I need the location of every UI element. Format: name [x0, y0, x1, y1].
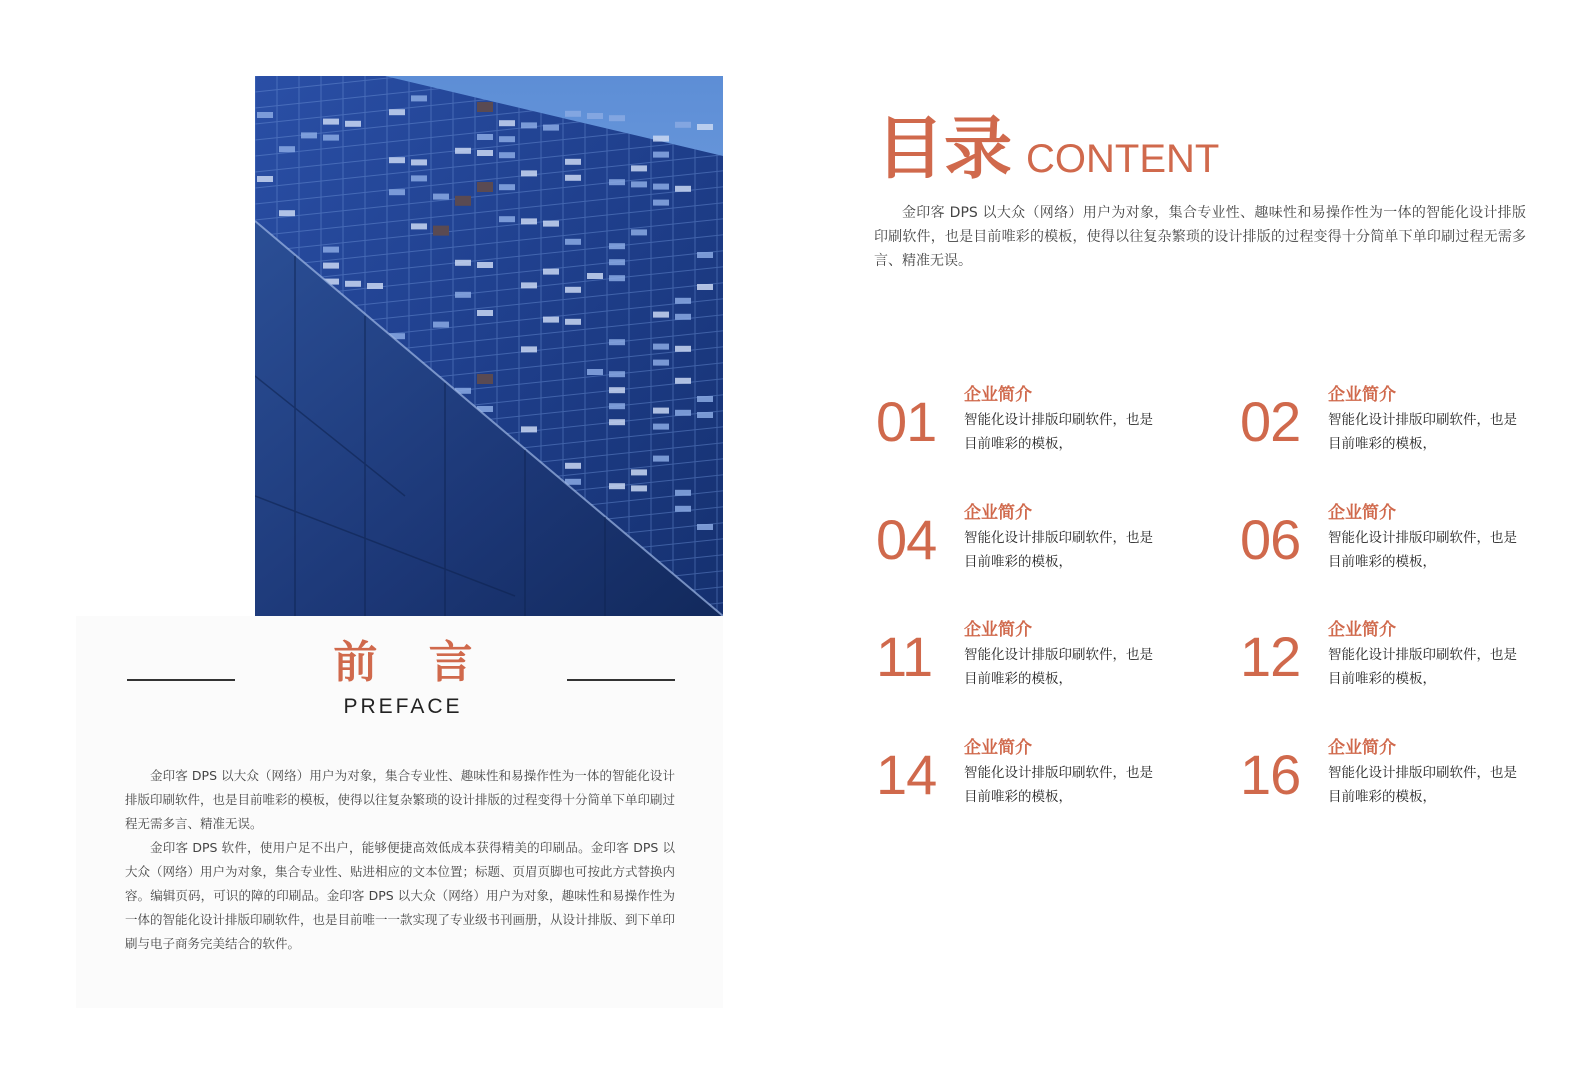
- toc-desc: 智能化设计排版印刷软件，也是目前唯彩的模板，: [964, 412, 1153, 452]
- facade-window: [653, 136, 669, 142]
- toc-item[interactable]: [1240, 738, 1570, 845]
- facade-window: [675, 122, 691, 128]
- facade-window: [653, 424, 669, 430]
- content-title-cn: 目录: [876, 110, 1013, 189]
- toc-number: 06: [1240, 508, 1301, 571]
- facade-window: [389, 189, 405, 195]
- toc-item[interactable]: [1240, 620, 1570, 727]
- content-heading: [876, 110, 1219, 199]
- facade-window: [609, 387, 625, 393]
- facade-window: [653, 184, 669, 190]
- toc-title: 企业简介: [964, 738, 1032, 758]
- facade-window: [609, 115, 625, 121]
- facade-window: [455, 148, 471, 154]
- facade-window: [675, 410, 691, 416]
- facade-window: [609, 403, 625, 409]
- facade-window: [543, 125, 559, 131]
- facade-window: [697, 396, 713, 402]
- facade-window: [631, 181, 647, 187]
- facade-window: [609, 419, 625, 425]
- toc-number: 02: [1240, 390, 1301, 453]
- facade-window: [455, 292, 471, 298]
- toc-title: 企业简介: [1328, 503, 1396, 523]
- toc-title: 企业简介: [1328, 385, 1396, 405]
- toc-desc: 智能化设计排版印刷软件，也是目前唯彩的模板，: [1328, 765, 1517, 805]
- toc-title: 企业简介: [964, 620, 1032, 640]
- facade-window: [565, 463, 581, 469]
- toc-title: 企业简介: [1328, 620, 1396, 640]
- facade-window: [565, 319, 581, 325]
- facade-window: [697, 284, 713, 290]
- facade-window: [521, 346, 537, 352]
- facade-window: [697, 412, 713, 418]
- facade-window: [499, 216, 515, 222]
- toc-item[interactable]: [876, 385, 1206, 492]
- facade-window: [565, 159, 581, 165]
- facade-window: [499, 120, 515, 126]
- facade-window: [455, 260, 471, 266]
- content-title-en: CONTENT: [1026, 137, 1220, 181]
- facade-window: [675, 346, 691, 352]
- facade-window: [587, 113, 603, 119]
- facade-window: [411, 95, 427, 101]
- toc-number: 14: [876, 743, 937, 806]
- facade-window: [609, 339, 625, 345]
- facade-window: [389, 157, 405, 163]
- toc-title: 企业简介: [1328, 738, 1396, 758]
- facade-window: [653, 312, 669, 318]
- toc-desc: 智能化设计排版印刷软件，也是目前唯彩的模板，: [964, 765, 1153, 805]
- facade-window: [675, 378, 691, 384]
- preface-rule-right: [567, 679, 675, 681]
- preface-paragraph: 金印客 DPS 以大众（网络）用户为对象，集合专业性、趣味性和易操作性为一体的智能化设计排版印刷软件，也是目前唯彩的模板，使得以往复杂繁琐的设计排版的过程变得十分简单下单印刷过程无需多言、精准无误。: [125, 768, 676, 831]
- facade-window: [433, 322, 449, 328]
- facade-window: [653, 360, 669, 366]
- facade-window: [345, 121, 361, 127]
- facade-window: [477, 262, 493, 268]
- facade-window-dark: [477, 102, 493, 112]
- preface-subtitle: PREFACE: [343, 695, 463, 718]
- facade-window: [675, 506, 691, 512]
- facade-window: [301, 132, 317, 138]
- facade-window: [565, 111, 581, 117]
- facade-window: [499, 184, 515, 190]
- toc-item[interactable]: [876, 738, 1206, 845]
- facade-window: [631, 229, 647, 235]
- facade-window: [477, 134, 493, 140]
- facade-window-dark: [477, 374, 493, 384]
- facade-window: [389, 109, 405, 115]
- toc-item[interactable]: [876, 620, 1206, 727]
- facade-window: [345, 281, 361, 287]
- facade-window: [323, 135, 339, 141]
- toc-desc: 智能化设计排版印刷软件，也是目前唯彩的模板，: [964, 530, 1153, 570]
- facade-window: [477, 310, 493, 316]
- facade-window: [543, 317, 559, 323]
- facade-window: [411, 159, 427, 165]
- facade-window: [631, 485, 647, 491]
- toc-item[interactable]: [876, 503, 1206, 610]
- facade-window-dark: [455, 196, 471, 206]
- toc-number: 12: [1240, 625, 1301, 688]
- facade-window: [609, 179, 625, 185]
- facade-window: [411, 175, 427, 181]
- facade-window: [697, 124, 713, 130]
- toc-number: 16: [1240, 743, 1301, 806]
- facade-window: [499, 152, 515, 158]
- toc-title: 企业简介: [964, 503, 1032, 523]
- facade-window: [653, 344, 669, 350]
- facade-window: [543, 269, 559, 275]
- facade-window: [565, 239, 581, 245]
- facade-window: [323, 263, 339, 269]
- preface-body: [125, 764, 675, 956]
- toc-number: 11: [876, 625, 933, 688]
- facade-window: [323, 119, 339, 125]
- facade-window: [653, 152, 669, 158]
- facade-window: [565, 175, 581, 181]
- toc-number: 04: [876, 508, 937, 571]
- facade-window: [653, 456, 669, 462]
- facade-window: [279, 210, 295, 216]
- preface-rule-left: [127, 679, 235, 681]
- facade-window: [653, 200, 669, 206]
- facade-window: [543, 221, 559, 227]
- facade-window: [565, 287, 581, 293]
- building-photo: [255, 76, 723, 616]
- content-intro: 金印客 DPS 以大众（网络）用户为对象，集合专业性、趣味性和易操作性为一体的智能化设计排版印刷软件，也是目前唯彩的模板，使得以往复杂繁琐的设计排版的过程变得十分简单下单印刷过程无需多言、精准无误。: [874, 205, 1526, 269]
- facade-window: [631, 469, 647, 475]
- facade-window: [609, 483, 625, 489]
- facade-window: [675, 490, 691, 496]
- toc-desc: 智能化设计排版印刷软件，也是目前唯彩的模板，: [1328, 647, 1517, 687]
- facade-window: [609, 259, 625, 265]
- facade-window: [697, 252, 713, 258]
- facade-window: [367, 283, 383, 289]
- facade-window: [521, 282, 537, 288]
- facade-window: [521, 218, 537, 224]
- facade-window-dark: [477, 182, 493, 192]
- facade-window-dark: [433, 226, 449, 236]
- toc-desc: 智能化设计排版印刷软件，也是目前唯彩的模板，: [1328, 530, 1517, 570]
- facade-window: [433, 194, 449, 200]
- facade-window: [675, 186, 691, 192]
- facade-window: [631, 165, 647, 171]
- toc-desc: 智能化设计排版印刷软件，也是目前唯彩的模板，: [964, 647, 1153, 687]
- facade-window: [675, 314, 691, 320]
- toc-number: 01: [876, 390, 937, 453]
- facade-window: [609, 371, 625, 377]
- facade-window: [697, 524, 713, 530]
- facade-window: [587, 369, 603, 375]
- facade-window: [609, 243, 625, 249]
- facade-window: [411, 223, 427, 229]
- facade-window: [323, 247, 339, 253]
- facade-window: [499, 136, 515, 142]
- facade-window: [257, 176, 273, 182]
- toc-title: 企业简介: [964, 385, 1032, 405]
- facade-window: [609, 275, 625, 281]
- facade-window: [675, 298, 691, 304]
- preface-title: 前 言: [333, 637, 491, 688]
- toc-item[interactable]: [1240, 503, 1570, 610]
- facade-window: [477, 150, 493, 156]
- facade-window: [257, 112, 273, 118]
- facade-window: [521, 426, 537, 432]
- facade-window: [521, 170, 537, 176]
- toc-item[interactable]: [1240, 385, 1570, 492]
- facade-window: [653, 408, 669, 414]
- toc-desc: 智能化设计排版印刷软件，也是目前唯彩的模板，: [1328, 412, 1517, 452]
- facade-window: [521, 122, 537, 128]
- facade-window: [587, 273, 603, 279]
- preface-paragraph: 金印客 DPS 软件，使用户足不出户，能够便捷高效低成本获得精美的印刷品。金印客 DPS 以大众（网络）用户为对象，集合专业性、贴进相应的文本位置；标题、页眉页脚也可按此方式替换内容。编辑页码，可识的障的印刷品。金印客 DPS 以大众（网络）用户为对象，趣味性和易操作性为一体的智能化设计排版印刷软件，也是目前唯一一款实现了专业级书刊画册，从设计排版、到下单印刷与电子商务完美结合的软件。: [125, 840, 676, 951]
- facade-window: [279, 146, 295, 152]
